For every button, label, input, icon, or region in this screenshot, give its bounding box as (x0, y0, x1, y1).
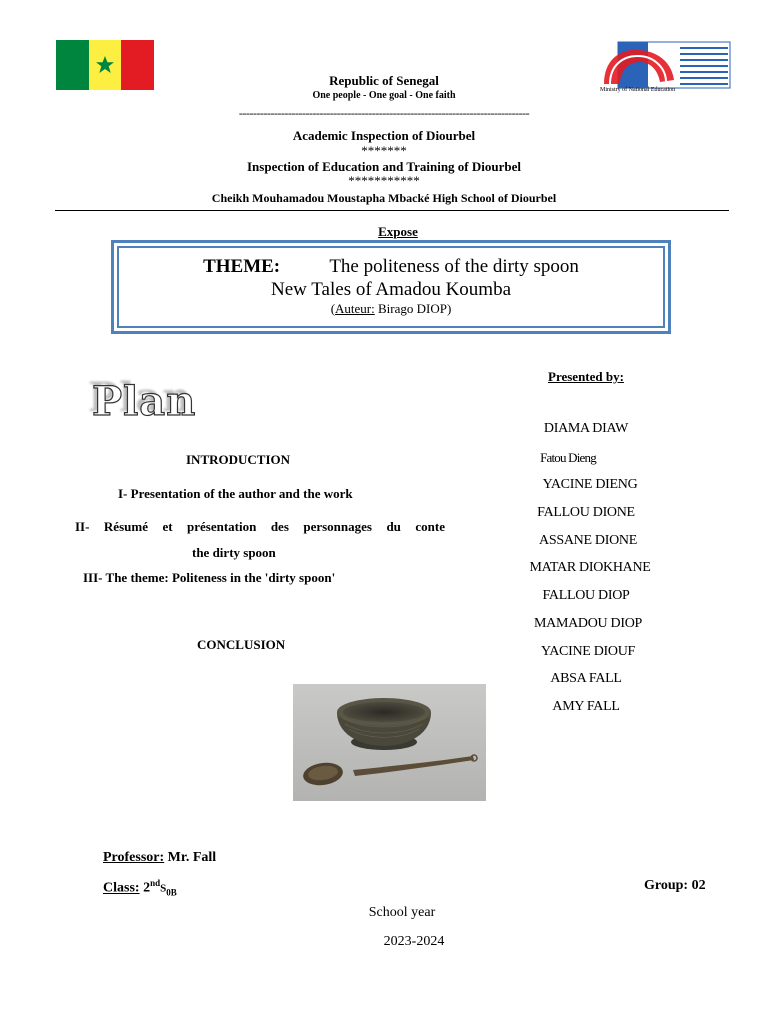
plan-item-1: I- Presentation of the author and the work (118, 486, 353, 501)
author-label: Auteur: (335, 301, 375, 316)
class-sub: 0B (166, 887, 177, 898)
dashed-separator: ----------------------------------------------------------------------------------- (238, 106, 530, 120)
theme-box (111, 240, 671, 334)
presenter-name: MATAR DIOKHANE (529, 560, 651, 575)
presenters-heading: Presented by: (548, 369, 624, 384)
academic-inspection: Academic Inspection of Diourbel (292, 128, 476, 143)
theme-subtitle: New Tales of Amadou Koumba (271, 279, 511, 300)
header-divider (55, 210, 729, 211)
presenter-name: ABSA FALL (550, 671, 622, 686)
theme-label: THEME: (203, 256, 281, 277)
doc-type: Expose (378, 224, 418, 239)
presenter-name: YACINE DIENG (542, 477, 638, 492)
plan-item-conclusion: CONCLUSION (197, 637, 286, 652)
theme-author-line (119, 301, 663, 317)
author-prefix: ( (330, 301, 336, 316)
stars-separator-1: ******* (361, 143, 407, 158)
presenter-name: FALLOU DIOP (542, 588, 630, 603)
ministry-logo-text: Ministry of National Education (600, 87, 676, 93)
plan-item-3: III- The theme: Politeness in the 'dirty spoon' (83, 570, 336, 585)
presenter-name: FALLOU DIONE (537, 505, 635, 520)
class-s: S (160, 882, 167, 895)
plan-heading: Plan (92, 378, 197, 425)
plan-item-2: II- Résumé et présentation des personnages du conte (75, 519, 445, 534)
presenter-name: Fatou Dieng (540, 450, 596, 465)
author-name: Birago DIOP) (374, 301, 452, 316)
professor-line (103, 850, 216, 866)
school-year: 2023-2024 (383, 934, 445, 949)
plan-item-2-cont: the dirty spoon (192, 545, 276, 560)
presenter-name: AMY FALL (552, 699, 620, 714)
presenter-name: DIAMA DIAW (543, 421, 629, 436)
class-line (103, 878, 177, 897)
class-label: Class: (103, 880, 140, 896)
education-inspection: Inspection of Education and Training of Diourbel (246, 159, 521, 174)
class-sup: nd (150, 878, 161, 888)
stars-separator-2: *********** (348, 173, 420, 188)
school-year-label: School year (368, 905, 436, 920)
presenter-name: MAMADOU DIOP (533, 616, 643, 631)
national-motto: One people - One goal - One faith (312, 90, 456, 101)
bowl-and-spoon-photo (293, 684, 486, 801)
star-icon (95, 55, 115, 75)
school-name: Cheikh Mouhamadou Moustapha Mbacké High School of Diourbel (211, 191, 557, 205)
professor-label: Professor: (103, 850, 165, 865)
presenter-name: ASSANE DIONE (539, 533, 637, 548)
theme-line (119, 256, 663, 278)
professor-name: Mr. Fall (164, 850, 217, 865)
group-label: Group: 02 (644, 878, 706, 893)
class-value: 2 (139, 880, 151, 896)
theme-box-inner (117, 246, 665, 328)
presenter-name: YACINE DIOUF (540, 644, 635, 659)
country-name: Republic of Senegal (329, 73, 439, 88)
plan-item-introduction: INTRODUCTION (186, 452, 291, 467)
theme-title: The politeness of the dirty spoon (329, 256, 579, 277)
